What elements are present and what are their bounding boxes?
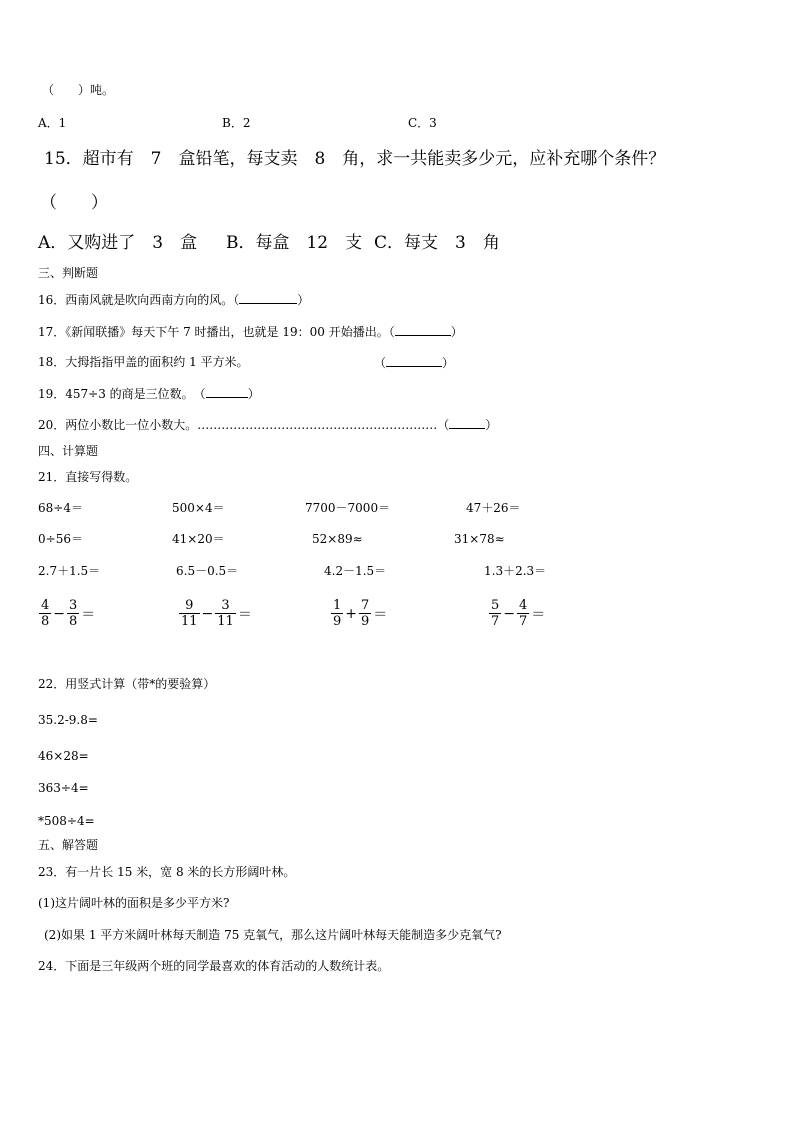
q14-option-a: A．1 <box>38 116 67 130</box>
fraction-1-eq: ＝ <box>81 606 96 623</box>
fraction-3b: $\frac{7}{9}$ <box>361 598 370 629</box>
q15-option-a: A．又购进了 3 盒 <box>38 233 198 253</box>
fraction-2-eq: ＝ <box>237 606 252 623</box>
fraction-4a: $\frac{5}{7}$ <box>491 598 500 629</box>
q14-option-c: C．3 <box>408 116 437 130</box>
calc-r3-c3: 4.2－1.5＝ <box>324 564 387 578</box>
q22-item-1: 35.2-9.8= <box>38 713 98 727</box>
calc-r1-c3: 7700－7000＝ <box>305 501 391 515</box>
q17-text: 17．《新闻联播》每天下午 7 时播出，也就是 19：00 开始播出。（ <box>38 325 395 339</box>
q22-item-2: 46×28= <box>38 749 89 763</box>
section4-title: 四、计算题 <box>38 444 99 458</box>
fraction-4-eq: ＝ <box>531 606 546 623</box>
q17 <box>38 323 463 340</box>
calc-r3-c4: 1.3＋2.3＝ <box>484 564 547 578</box>
calc-r3-c2: 6.5－0.5＝ <box>176 564 239 578</box>
q20-answer-blank[interactable] <box>449 416 485 429</box>
fraction-2a: $\frac{9}{11}$ <box>181 598 198 629</box>
q15-option-c: C．每支 3 角 <box>374 233 500 253</box>
fraction-expr-1 <box>38 598 96 629</box>
fraction-1-op: − <box>53 605 66 622</box>
q23-part1: (1)这片阔叶林的面积是多少平方米? <box>38 896 230 910</box>
section5-title: 五、解答题 <box>38 838 99 852</box>
q20-text: 20．两位小数比一位小数大。……………………………………………………（ <box>38 418 450 432</box>
q19-close: ） <box>247 387 260 401</box>
q22-title: 22．用竖式计算（带*的要验算） <box>38 677 216 691</box>
q14-answer-text: （ ）吨。 <box>42 83 115 97</box>
calc-r2-c4: 31×78≈ <box>454 532 505 546</box>
q14-option-b: B．2 <box>222 116 251 130</box>
fraction-expr-4 <box>488 598 546 629</box>
q15-paren: （ ） <box>40 193 108 213</box>
q19-text: 19．457÷3 的商是三位数。 （ <box>38 387 206 401</box>
fraction-3-op: + <box>345 605 358 622</box>
fraction-1a: $\frac{4}{8}$ <box>41 598 50 629</box>
fraction-3-eq: ＝ <box>373 606 388 623</box>
fraction-expr-2 <box>178 598 253 629</box>
fraction-expr-3 <box>330 598 388 629</box>
q18-open: （ <box>374 356 387 370</box>
fraction-4-op: − <box>503 605 516 622</box>
calc-r1-c4: 47＋26＝ <box>466 501 521 515</box>
q21-title: 21．直接写得数。 <box>38 470 138 484</box>
q15-option-b: B．每盒 12 支 <box>226 233 363 253</box>
q22-item-3: 363÷4= <box>38 781 89 795</box>
q19-answer-blank[interactable] <box>206 385 248 398</box>
calc-r2-c3: 52×89≈ <box>312 532 363 546</box>
section3-title: 三、判断题 <box>38 266 99 280</box>
q17-answer-blank[interactable] <box>395 323 451 336</box>
calc-r1-c1: 68÷4＝ <box>38 501 83 515</box>
calc-r2-c1: 0÷56＝ <box>38 532 83 546</box>
fraction-2-op: − <box>201 605 214 622</box>
fraction-3a: $\frac{1}{9}$ <box>333 598 342 629</box>
q17-close: ） <box>450 325 463 339</box>
q22-item-4: *508÷4= <box>38 814 95 828</box>
fraction-4b: $\frac{4}{7}$ <box>519 598 528 629</box>
q16-close: ） <box>297 293 310 307</box>
q16-answer-blank[interactable] <box>239 291 297 304</box>
q24-stem: 24．下面是三年级两个班的同学最喜欢的体育活动的人数统计表。 <box>38 959 390 973</box>
calc-r2-c2: 41×20＝ <box>172 532 225 546</box>
fraction-1b: $\frac{3}{8}$ <box>69 598 78 629</box>
q15-stem: 15．超市有 7 盒铅笔，每支卖 8 角，求一共能卖多少元，应补充哪个条件？ <box>44 149 666 169</box>
fraction-2b: $\frac{3}{11}$ <box>217 598 234 629</box>
calc-r1-c2: 500×4＝ <box>172 501 225 515</box>
q23-stem: 23．有一片长 15 米，宽 8 米的长方形阔叶林。 <box>38 865 296 879</box>
q18-text: 18．大拇指指甲盖的面积约 1 平方米。 <box>38 355 249 369</box>
q18-answer-blank[interactable] <box>386 354 442 367</box>
q16-text: 16．西南风就是吹向西南方向的风。（ <box>38 293 240 307</box>
q18-answer <box>374 354 454 371</box>
q23-part2: (2)如果 1 平方米阔叶林每天制造 75 克氧气，那么这片阔叶林每天能制造多少克氧气? <box>44 928 502 942</box>
q20 <box>38 416 497 433</box>
q18-close: ） <box>442 356 455 370</box>
q20-close: ） <box>485 418 498 432</box>
q16 <box>38 291 309 308</box>
q19 <box>38 385 260 402</box>
calc-r3-c1: 2.7＋1.5＝ <box>38 564 101 578</box>
